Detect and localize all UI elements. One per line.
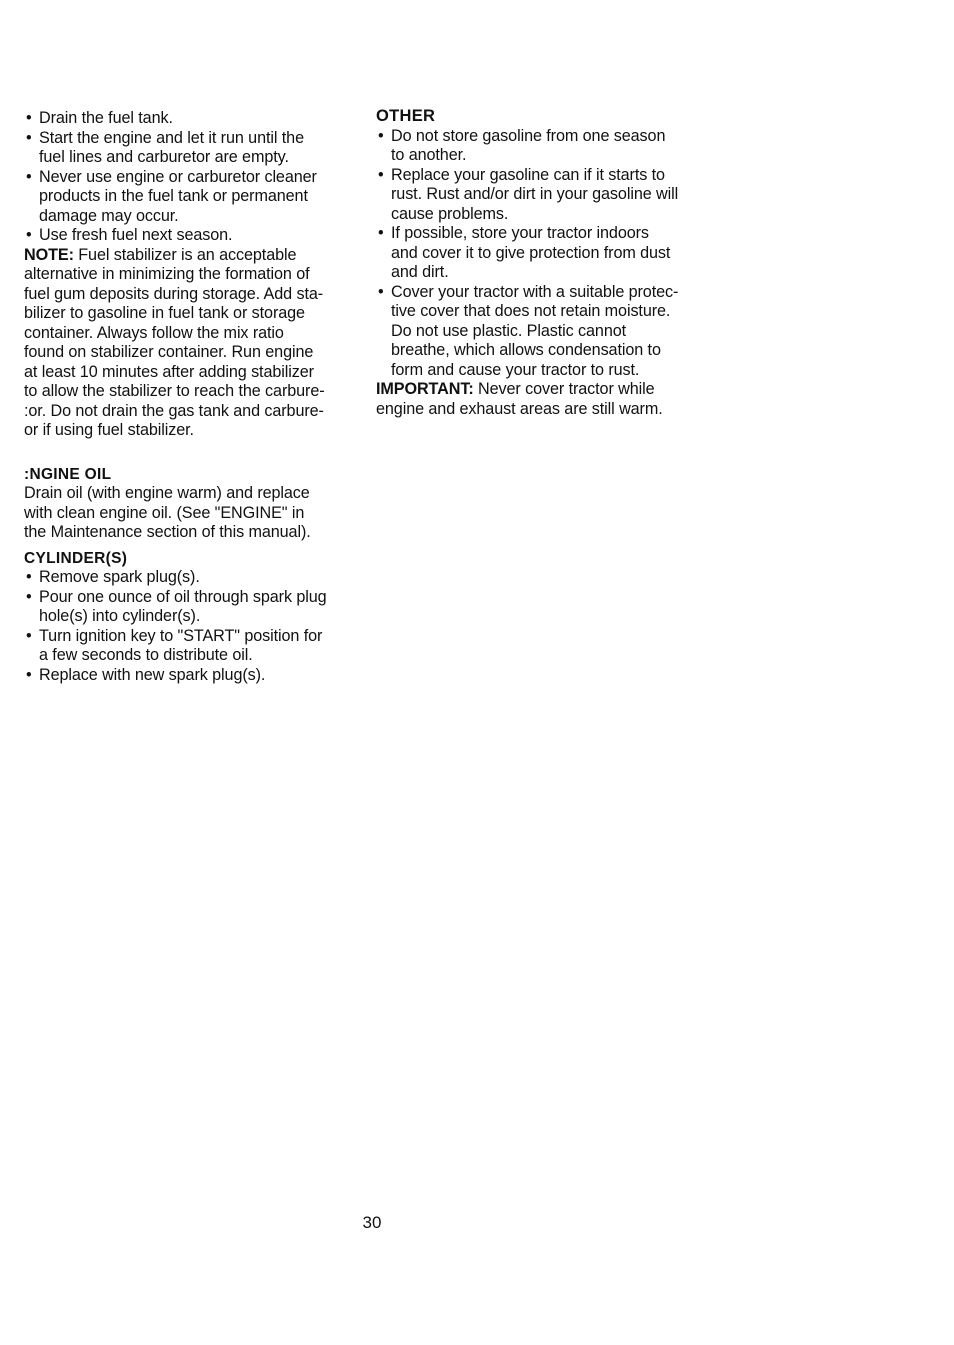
- list-item: • Cover your tractor with a suitable protec- tive cover that does not retain moisture. Do not use plastic. Plastic cannot breathe, which allows condensation to form and cause your tractor to rust.: [376, 283, 721, 381]
- list-item: • If possible, store your tractor indoors and cover it to give protection from dust and dirt.: [376, 224, 721, 283]
- list-item: • Do not store gasoline from one season to another.: [376, 127, 721, 166]
- page-number: 30: [362, 1213, 382, 1232]
- list-item: • Remove spark plug(s).: [24, 568, 369, 588]
- list-item: • Use fresh fuel next season.: [24, 226, 369, 246]
- cylinders-list: [24, 568, 369, 685]
- note-label: NOTE:: [24, 245, 74, 264]
- engine-oil-heading: :NGINE OIL: [24, 465, 112, 483]
- other-heading: OTHER: [376, 107, 436, 125]
- important-text: Never cover tractor while engine and exhaust areas are still warm.: [376, 380, 663, 418]
- list-item: • Never use engine or carburetor cleaner products in the fuel tank or permanent damage may occur.: [24, 168, 369, 227]
- important-label: IMPORTANT:: [376, 380, 474, 398]
- list-item: • Pour one ounce of oil through spark plug hole(s) into cylinder(s).: [24, 588, 369, 627]
- note-paragraph: [24, 246, 369, 441]
- list-item: • Turn ignition key to "START" position for a few seconds to distribute oil.: [24, 627, 369, 666]
- cylinders-heading: CYLINDER(S): [24, 549, 128, 567]
- note-text: Fuel stabilizer is an acceptable alternative in minimizing the formation of fuel gum deposits during storage. Add sta- bilizer to gasoline in fuel tank or storage container. Always follow the mix ratio found on stabilizer container. Run engine at least 10 minutes after adding stabilizer to allow the stabilizer to reach the carbure- :or. Do not drain the gas tank and carbure- or if using fuel stabilizer.: [24, 245, 325, 439]
- left-column: [24, 109, 369, 685]
- fuel-storage-list: [24, 109, 369, 246]
- list-item: • Start the engine and let it run until the fuel lines and carburetor are empty.: [24, 129, 369, 168]
- other-list: [376, 127, 721, 381]
- important-paragraph: [376, 380, 721, 419]
- engine-oil-text: Drain oil (with engine warm) and replace with clean engine oil. (See "ENGINE" in the Maintenance section of this manual).: [24, 484, 311, 541]
- right-column: [376, 107, 721, 419]
- list-item: • Replace your gasoline can if it starts to rust. Rust and/or dirt in your gasoline will cause problems.: [376, 166, 721, 225]
- list-item: • Drain the fuel tank.: [24, 109, 369, 129]
- list-item: • Replace with new spark plug(s).: [24, 666, 369, 686]
